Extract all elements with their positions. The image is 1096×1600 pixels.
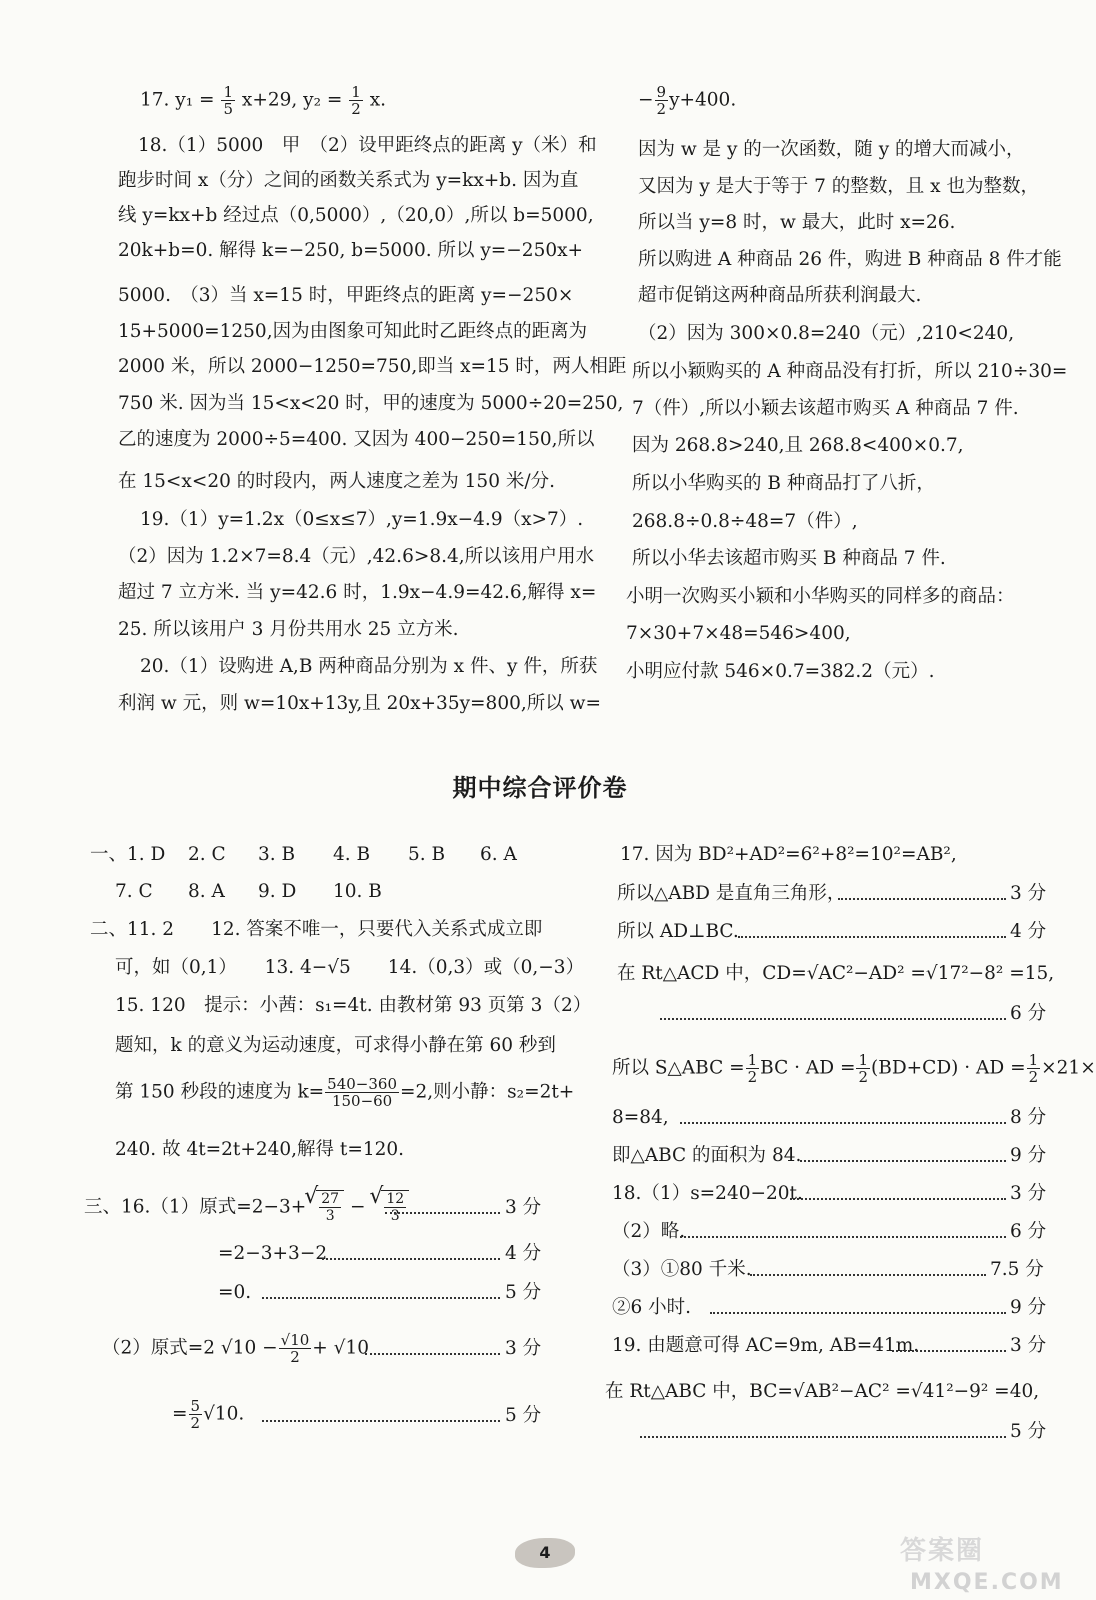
q16-line1: 三、16.（1）原式=2−3+ √ $\frac{27}{3}$ − √ $\frac{12}{3}$ (84, 1190, 409, 1224)
mc-answer: 2. C (188, 844, 226, 865)
score: 3 分 (1010, 1183, 1047, 1204)
mc-answer: 7. C (115, 881, 153, 902)
mc-answer: 5. B (408, 844, 446, 865)
dotted-leader (892, 1350, 1006, 1352)
fraction: $\frac{5}{2}$ (190, 1397, 201, 1432)
text-line: =0. (218, 1282, 252, 1303)
text-line: 利润 w 元，则 w=10x+13y,且 20x+35y=800,所以 w= (118, 693, 601, 714)
text-line: 2000 米，所以 2000−1250=750,即当 x=15 时，两人相距 (118, 356, 627, 377)
text-line: （2）略. (612, 1221, 686, 1242)
text-line: 乙的速度为 2000÷5=400. 又因为 400−250=150,所以 (118, 429, 595, 450)
score: 9 分 (1010, 1297, 1047, 1318)
text-line: 240. 故 4t=2t+240,解得 t=120. (115, 1139, 405, 1160)
text-line: 二、11. 2 12. 答案不唯一，只要代入关系式成立即 (90, 919, 543, 940)
text-line: 所以△ABD 是直角三角形， (617, 883, 846, 904)
watermark-url: MXQE.COM (910, 1570, 1064, 1595)
dotted-leader (800, 1160, 1006, 1162)
text-line: 20.（1）设购进 A,B 两种商品分别为 x 件、y 件，所获 (140, 656, 598, 677)
dotted-leader (790, 1198, 1006, 1200)
score: 5 分 (505, 1405, 542, 1426)
sqrt: √ $\frac{27}{3}$ (316, 1190, 344, 1224)
q15-line: 第 150 秒段的速度为 k= $\frac{540-360}{150-60}$ =2,则小静：s₂=2t+ (115, 1075, 575, 1110)
fraction: $\frac{1}{5}$ (223, 83, 233, 118)
fraction: $\frac{9}{2}$ (656, 83, 667, 118)
text-line: 所以购进 A 种商品 26 件，购进 B 种商品 8 件才能 (638, 249, 1062, 270)
text-line: 跑步时间 x（分）之间的函数关系式为 y=kx+b. 因为直 (118, 170, 579, 191)
q17-line: 17. y₁ = $\frac{1}{5}$ x+29, y₂ = $\frac{1}{2}$ x. (140, 83, 387, 118)
score: 7.5 分 (990, 1259, 1044, 1280)
text-line: 即△ABC 的面积为 84. (612, 1145, 802, 1166)
text-line: 小明应付款 546×0.7=382.2（元）. (626, 661, 935, 682)
text-line: 19. 由题意可得 AC=9m, AB=41m. (612, 1335, 920, 1356)
dotted-leader (710, 1312, 1006, 1314)
text-line: 超过 7 立方米. 当 y=42.6 时，1.9x−4.9=42.6,解得 x= (118, 582, 597, 603)
fraction: $\frac{1}{2}$ (351, 83, 361, 118)
text-line: 15. 120 提示：小茜：s₁=4t. 由教材第 93 页第 3（2） (115, 995, 592, 1016)
text-line: 所以小华去该超市购买 B 种商品 7 件. (632, 548, 946, 569)
score: 8 分 (1010, 1107, 1047, 1128)
mc-answer: 9. D (258, 881, 297, 902)
mc-answer: 10. B (333, 881, 382, 902)
text-line: 17. 因为 BD²+AD²=6²+8²=10²=AB², (620, 844, 957, 865)
mc-answer: 4. B (333, 844, 371, 865)
text-line: 268.8÷0.8÷48=7（件）, (632, 511, 858, 532)
dotted-leader (262, 1420, 500, 1422)
score: 6 分 (1010, 1221, 1047, 1242)
score: 3 分 (1010, 883, 1047, 904)
dotted-leader (680, 1236, 1006, 1238)
q16-line4: （2）原式=2 √10 − $\frac{√10}{2}$ + √10 (102, 1331, 370, 1366)
right-first-line: − $\frac{9}{2}$ y+400. (638, 83, 737, 118)
score: 4 分 (1010, 921, 1047, 942)
text-line: 8=84, (612, 1107, 669, 1128)
text-line: 5000. （3）当 x=15 时，甲距终点的距离 y=−250× (118, 285, 574, 306)
text-line: 题知，k 的意义为运动速度，可求得小静在第 60 秒到 (115, 1035, 556, 1056)
score: 3 分 (1010, 1335, 1047, 1356)
dotted-leader (838, 898, 1006, 900)
dotted-leader (680, 1122, 1006, 1124)
section-title: 期中综合评价卷 (452, 774, 628, 802)
score: 6 分 (1010, 1003, 1047, 1024)
dotted-leader (738, 936, 1006, 938)
mc-answer: 8. A (188, 881, 225, 902)
score: 9 分 (1010, 1145, 1047, 1166)
text-line: 7（件）,所以小颖去该超市购买 A 种商品 7 件. (632, 398, 1019, 419)
text-line: 线 y=kx+b 经过点（0,5000）,（20,0）,所以 b=5000, (118, 205, 594, 226)
text-line: 在 Rt△ABC 中，BC=√AB²−AC² =√41²−9² =40, (605, 1381, 1040, 1402)
text-line: 小明一次购买小颖和小华购买的同样多的商品： (626, 586, 1015, 607)
dotted-leader (365, 1353, 500, 1355)
text-line: 750 米. 因为当 15<x<20 时，甲的速度为 5000÷20=250, (118, 393, 624, 414)
text-line: 又因为 y 是大于等于 7 的整数，且 x 也为整数， (638, 176, 1039, 197)
text-line: 在 Rt△ACD 中，CD=√AC²−AD² =√17²−8² =15, (617, 963, 1055, 984)
text-line: =2−3+3−2 (218, 1243, 328, 1264)
text-line: （2）因为 1.2×7=8.4（元）,42.6>8.4,所以该用户用水 (118, 546, 595, 567)
text-line: 因为 w 是 y 的一次函数，随 y 的增大而减小， (638, 139, 1025, 160)
page-number: 4 (515, 1538, 575, 1568)
text-line: 所以小颖购买的 A 种商品没有打折，所以 210÷30= (632, 361, 1068, 382)
score: 5 分 (1010, 1421, 1047, 1442)
text-line: 所以当 y=8 时，w 最大，此时 x=26. (638, 212, 956, 233)
fraction: $\frac{√10}{2}$ (280, 1331, 310, 1366)
score: 3 分 (505, 1197, 542, 1218)
text-line: 可，如（0,1） 13. 4−√5 14.（0,3）或（0,−3） (115, 957, 585, 978)
fraction: $\frac{1}{2}$ (1028, 1051, 1039, 1086)
text-line: 所以小华购买的 B 种商品打了八折， (632, 473, 935, 494)
dotted-leader (750, 1274, 986, 1276)
dotted-leader (262, 1297, 500, 1299)
text-line: 所以 AD⊥BC. (617, 921, 739, 942)
fraction: $\frac{540-360}{150-60}$ (327, 1075, 398, 1110)
text-line: 18.（1）s=240−20t. (612, 1183, 803, 1204)
text-line: （2）因为 300×0.8=240（元）,210<240, (638, 323, 1015, 344)
sqrt: √ $\frac{12}{3}$ (381, 1190, 409, 1224)
text-line: 因为 268.8>240,且 268.8<400×0.7, (632, 435, 964, 456)
mc-answer: 一、1. D (90, 844, 166, 865)
score: 3 分 (505, 1338, 542, 1359)
dotted-leader (385, 1212, 500, 1214)
dotted-leader (322, 1258, 500, 1260)
text-line: 18.（1）5000 甲 （2）设甲距终点的距离 y（米）和 (138, 135, 597, 156)
text-line: 在 15<x<20 的时段内，两人速度之差为 150 米/分. (118, 471, 555, 492)
score: 4 分 (505, 1243, 542, 1264)
watermark: 答案圈 (900, 1536, 985, 1566)
fraction: $\frac{1}{2}$ (858, 1051, 869, 1086)
text-line: 25. 所以该用户 3 月份共用水 25 立方米. (118, 619, 459, 640)
text-line: 超市促销这两种商品所获利润最大. (638, 285, 922, 306)
text-line: （3）①80 千米. (612, 1259, 752, 1280)
dotted-leader (660, 1018, 1006, 1020)
fraction: $\frac{1}{2}$ (747, 1051, 758, 1086)
text-line: 15+5000=1250,因为由图象可知此时乙距终点的距离为 (118, 321, 588, 342)
area-line: 所以 S△ABC = $\frac{1}{2}$ BC · AD = $\frac{1}{2}$ (BD+CD) · AD = $\frac{1}{2}$ ×21× (612, 1051, 1096, 1086)
mc-answer: 6. A (480, 844, 517, 865)
dotted-leader (640, 1436, 1006, 1438)
text-line: 7×30+7×48=546>400, (626, 623, 851, 644)
text-line: 19.（1）y=1.2x（0≤x≤7）,y=1.9x−4.9（x>7）. (140, 509, 584, 530)
text-line: 20k+b=0. 解得 k=−250, b=5000. 所以 y=−250x+ (118, 240, 584, 261)
score: 5 分 (505, 1282, 542, 1303)
mc-answer: 3. B (258, 844, 296, 865)
text-line: ②6 小时. (612, 1297, 692, 1318)
q16-line5: = $\frac{5}{2}$ √10. (172, 1397, 245, 1432)
